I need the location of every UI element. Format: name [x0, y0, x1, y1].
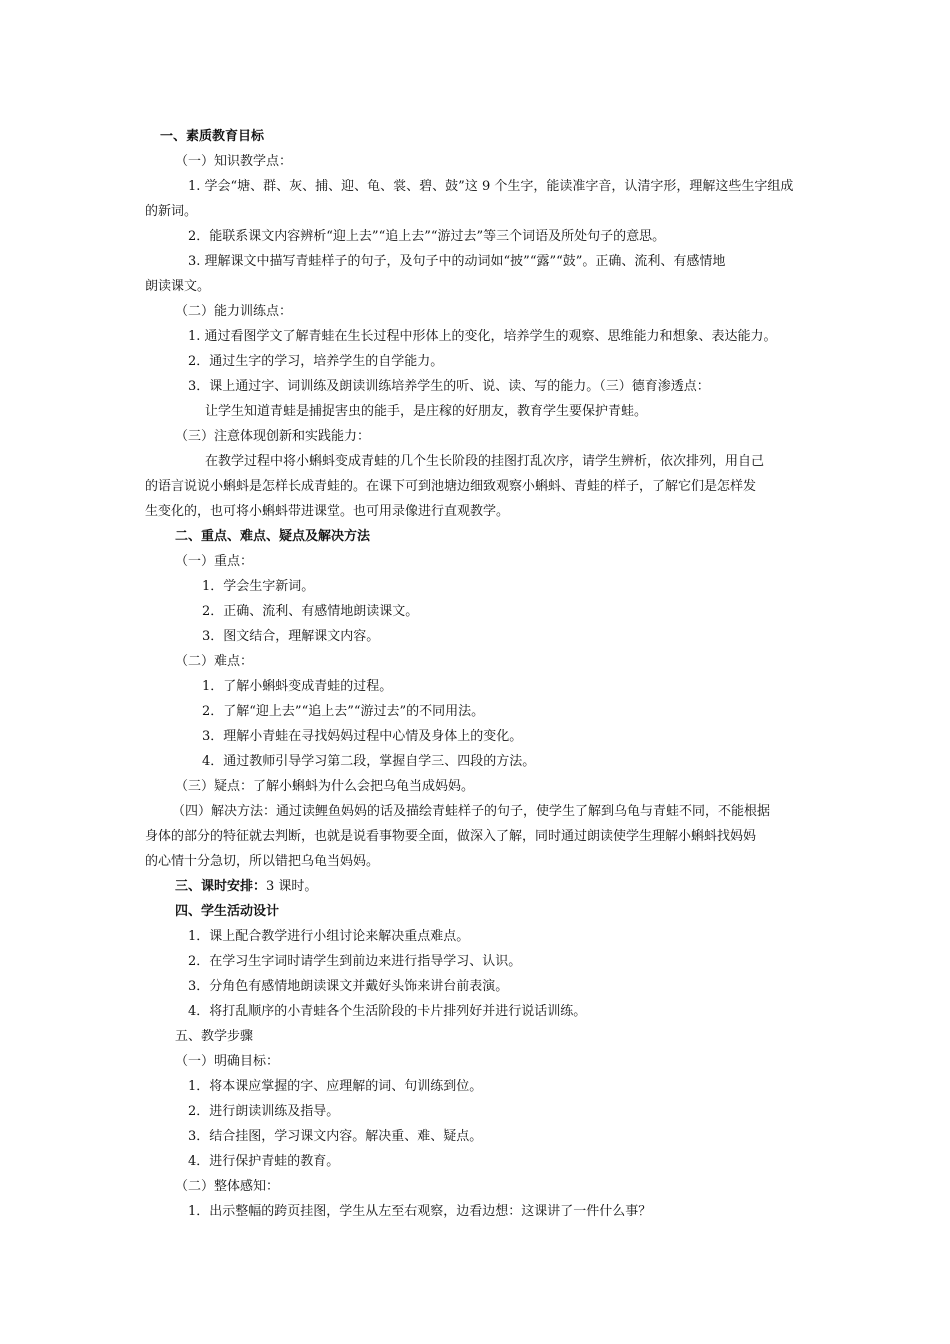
list-item: 4．将打乱顺序的小青蛙各个生活阶段的卡片排列好并进行说话训练。 [188, 1004, 587, 1019]
paragraph-line: 3．课上通过字、词训练及朗读训练培养学生的听、说、读、写的能力。（三）德育渗透点： [188, 379, 710, 394]
paragraph-line: 的新词。 [145, 204, 198, 219]
list-item: 1．了解小蝌蚪变成青蛙的过程。 [202, 679, 393, 694]
paragraph-line: 的语言说说小蝌蚪是怎样长成青蛙的。在课下可到池塘边细致观察小蝌蚪、青蛙的样子，了解它们是怎样发 [145, 479, 757, 494]
paragraph-line: 生变化的，也可将小蝌蚪带进课堂。也可用录像进行直观教学。 [145, 504, 510, 519]
paragraph-line: 让学生知道青蛙是捕捉害虫的能手，是庄稼的好朋友，教育学生要保护青蛙。 [205, 404, 648, 419]
list-item: 2．在学习生字词时请学生到前边来进行指导学习、认识。 [188, 954, 522, 969]
subsection-heading: （三）注意体现创新和实践能力： [175, 429, 371, 444]
paragraph-line: 朗读课文。 [145, 279, 211, 294]
paragraph-line: 身体的部分的特征就去判断，也就是说看事物要全面，做深入了解，同时通过朗读使学生理解小蝌蚪找妈妈 [145, 829, 757, 844]
section-heading: 三、课时安排： [175, 879, 267, 894]
list-item: 1．学会生字新词。 [202, 579, 315, 594]
paragraph-line: 1. 学会“塘、群、灰、捕、迎、龟、裳、碧、鼓”这 9 个生字，能读准字音，认清字形，理解这些生字组成 [188, 179, 794, 194]
section-heading: 一、素质教育目标 [160, 129, 265, 144]
list-item: 3．图文结合，理解课文内容。 [202, 629, 380, 644]
section-heading: 四、学生活动设计 [175, 904, 280, 919]
subsection-heading: （一）重点： [175, 554, 254, 569]
list-item: 2．进行朗读训练及指导。 [188, 1104, 340, 1119]
subsection-heading: （三）疑点：了解小蝌蚪为什么会把乌龟当成妈妈。 [175, 779, 475, 794]
section-heading: 二、重点、难点、疑点及解决方法 [175, 529, 371, 544]
list-item: 2．正确、流利、有感情地朗读课文。 [202, 604, 419, 619]
subsection-heading: （一）知识教学点： [175, 154, 293, 169]
section-heading-value: 3 课时。 [266, 879, 318, 894]
paragraph-line: （四）解决方法：通过读鲤鱼妈妈的话及描绘青蛙样子的句子，使学生了解到乌龟与青蛙不同，不能根据 [172, 804, 771, 819]
list-item: 3．理解小青蛙在寻找妈妈过程中心情及身体上的变化。 [202, 729, 523, 744]
list-item: 1．将本课应掌握的字、应理解的词、句训练到位。 [188, 1079, 483, 1094]
section-heading: 五、教学步骤 [175, 1029, 254, 1044]
paragraph-line: 2．通过生字的学习，培养学生的自学能力。 [188, 354, 444, 369]
paragraph-line: 3. 理解课文中描写青蛙样子的句子，及句子中的动词如“披”“露”“鼓”。正确、流利、有感情地 [188, 254, 726, 269]
paragraph-line: 的心情十分急切，所以错把乌龟当妈妈。 [145, 854, 380, 869]
paragraph-line: 1. 通过看图学文了解青蛙在生长过程中形体上的变化，培养学生的观察、思维能力和想象、表达能力。 [188, 329, 777, 344]
list-item: 1．课上配合教学进行小组讨论来解决重点难点。 [188, 929, 470, 944]
subsection-heading: （二）能力训练点： [175, 304, 293, 319]
list-item: 1．出示整幅的跨页挂图，学生从左至右观察，边看边想：这课讲了一件什么事？ [188, 1204, 652, 1219]
list-item: 3．分角色有感情地朗读课文并戴好头饰来讲台前表演。 [188, 979, 509, 994]
subsection-heading: （一）明确目标： [175, 1054, 280, 1069]
list-item: 4．进行保护青蛙的教育。 [188, 1154, 340, 1169]
subsection-heading: （二）难点： [175, 654, 254, 669]
subsection-heading: （二）整体感知： [175, 1179, 280, 1194]
paragraph-line: 在教学过程中将小蝌蚪变成青蛙的几个生长阶段的挂图打乱次序，请学生辨析，依次排列，用自己 [205, 454, 765, 469]
list-item: 4．通过教师引导学习第二段，掌握自学三、四段的方法。 [202, 754, 536, 769]
paragraph-line: 2．能联系课文内容辨析“迎上去”“追上去”“游过去”等三个词语及所处句子的意思。 [188, 229, 666, 244]
list-item: 2．了解“迎上去”“追上去”“游过去”的不同用法。 [202, 704, 485, 719]
list-item: 3．结合挂图，学习课文内容。解决重、难、疑点。 [188, 1129, 483, 1144]
